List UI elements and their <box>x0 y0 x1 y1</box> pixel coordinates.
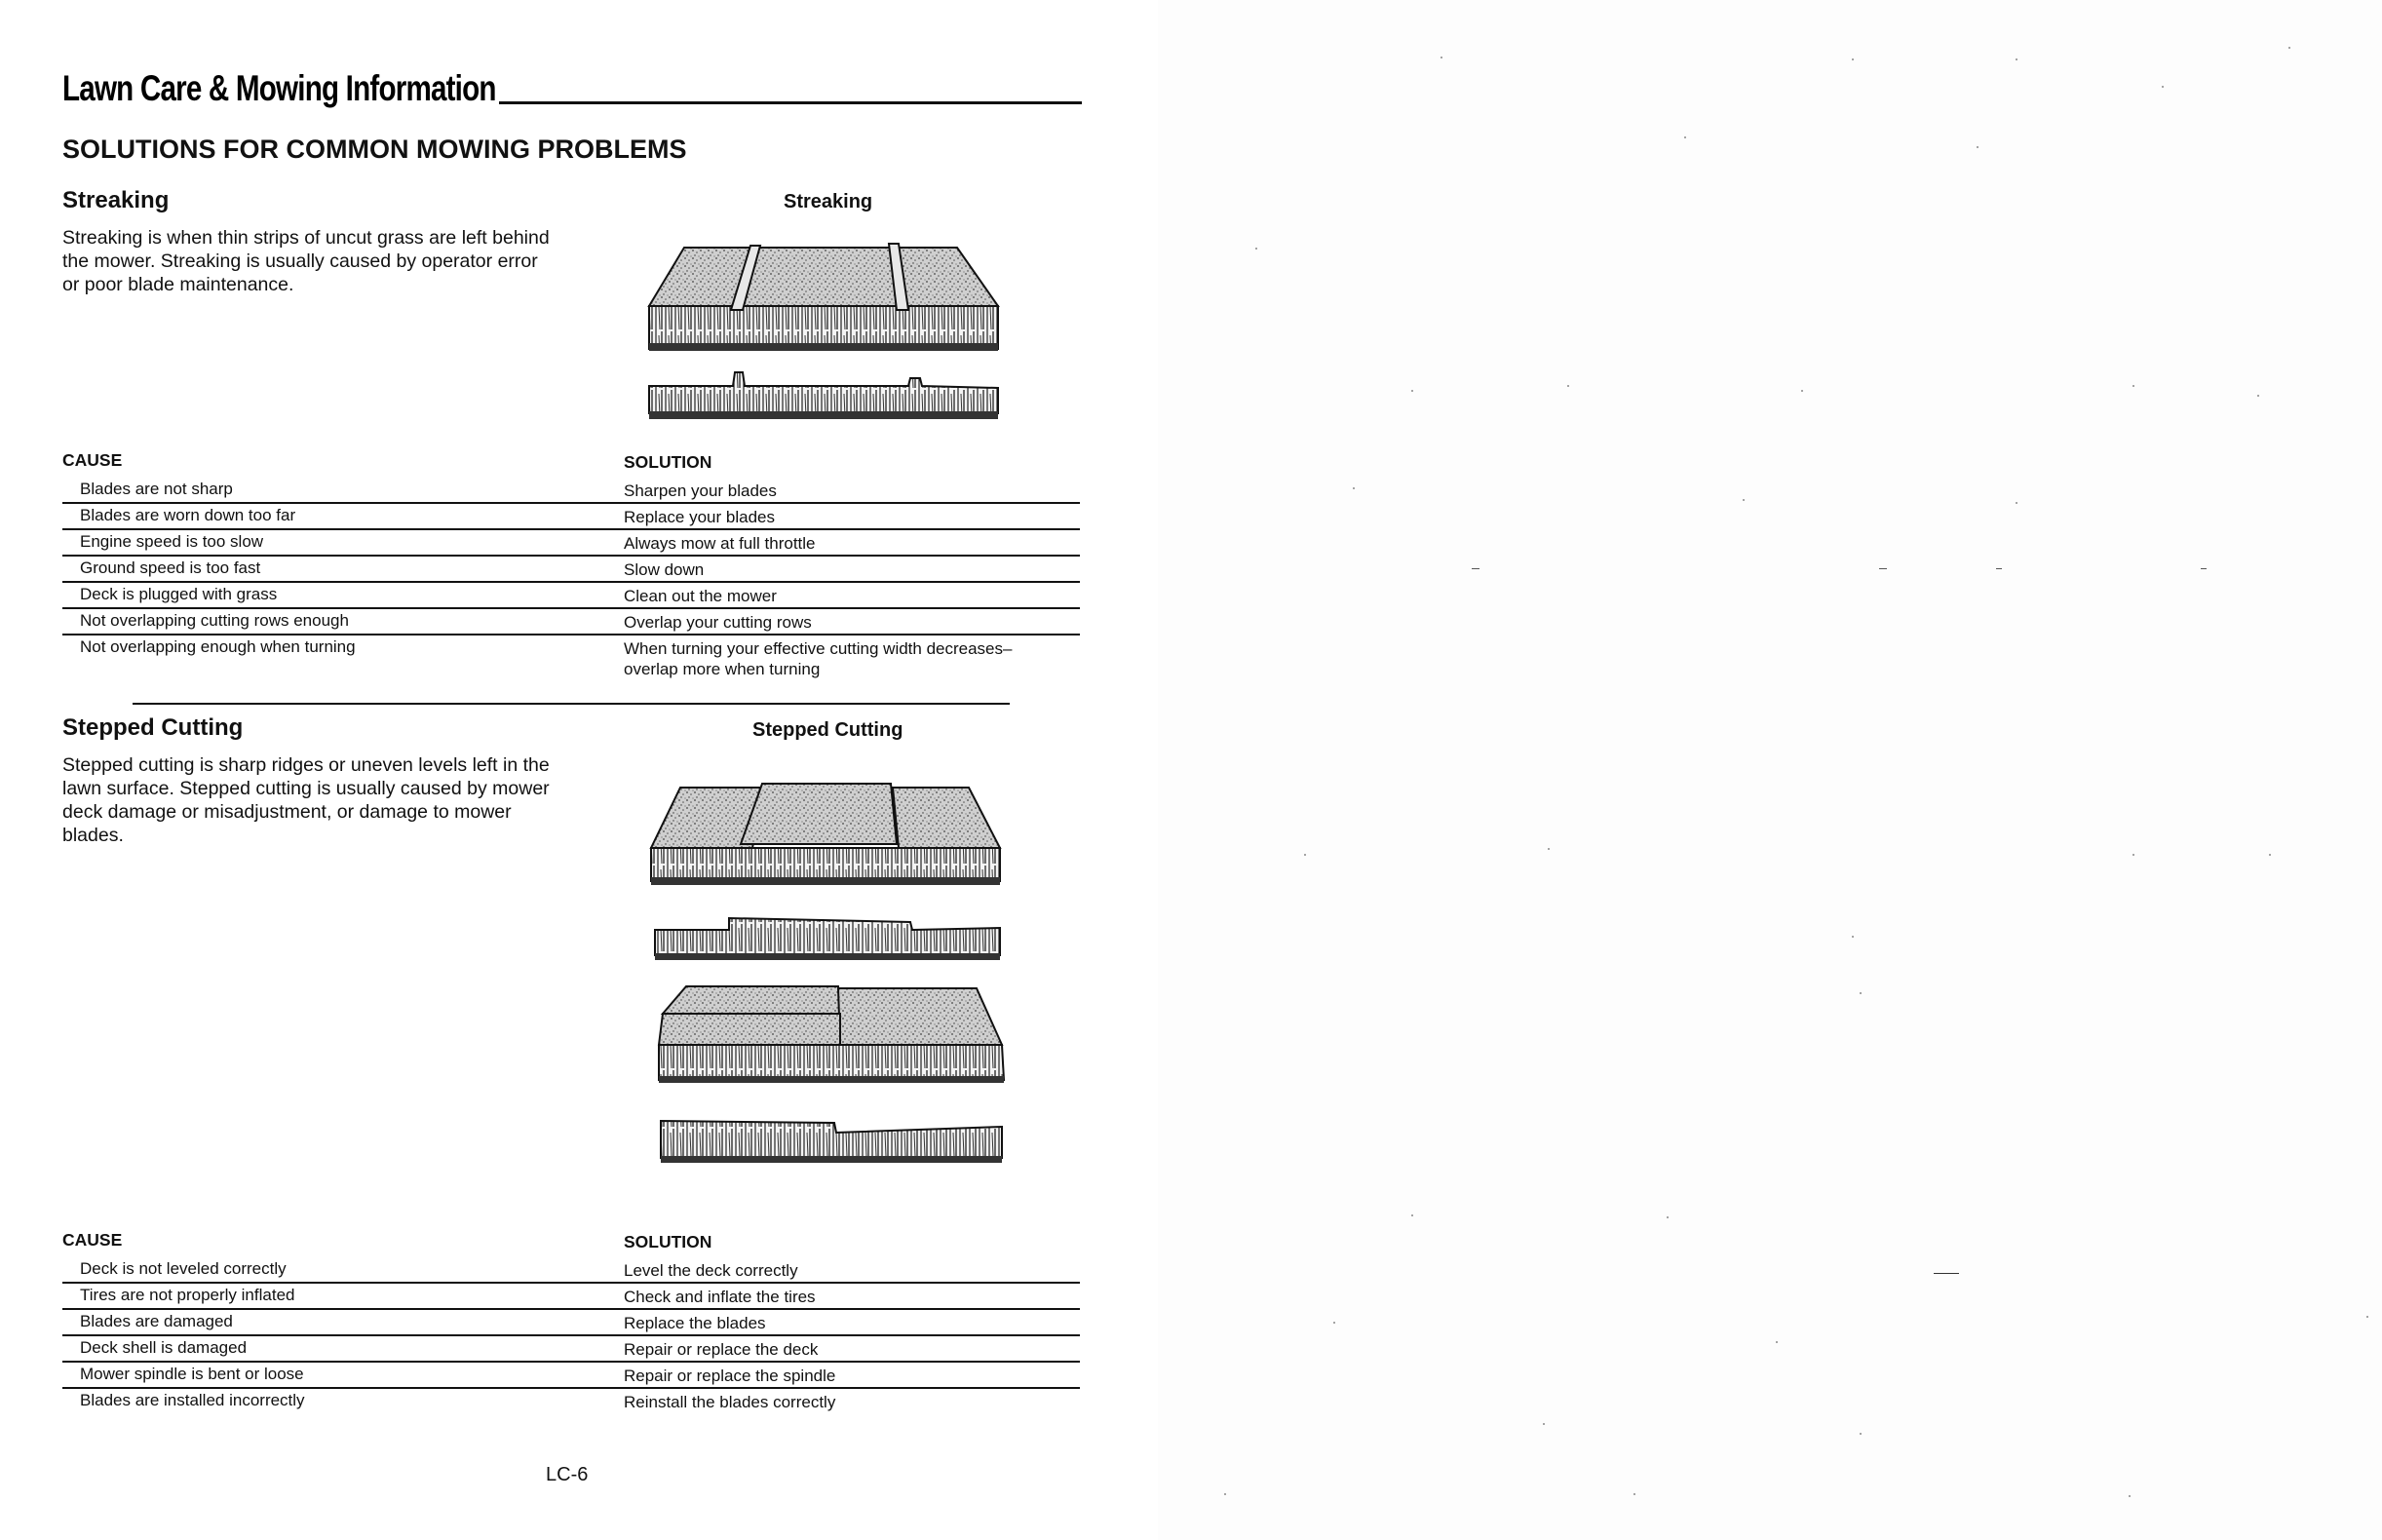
table-row <box>62 609 1080 635</box>
cause-cell: Not overlapping enough when turning <box>80 637 356 656</box>
cause-cell: Not overlapping cutting rows enough <box>80 611 349 630</box>
scan-speck <box>1353 487 1355 489</box>
table-row <box>62 530 1080 557</box>
stepped-heading: Stepped Cutting <box>62 714 244 741</box>
scan-speck <box>1543 1423 1545 1425</box>
scan-mark <box>1879 568 1887 569</box>
solution-cell: Always mow at full throttle <box>624 534 816 553</box>
solution-cell: Overlap your cutting rows <box>624 613 812 632</box>
scan-speck <box>1667 1216 1669 1218</box>
scan-speck <box>1411 390 1413 392</box>
scan-speck <box>2129 1495 2131 1497</box>
table-row <box>62 478 1080 504</box>
scan-mark <box>1472 568 1479 569</box>
table-row <box>62 1284 1080 1310</box>
solution-cell: Reinstall the blades correctly <box>624 1393 836 1411</box>
scan-speck <box>2269 854 2271 856</box>
scan-speck <box>1852 936 1854 938</box>
cause-cell: Mower spindle is bent or loose <box>80 1365 304 1383</box>
section-title: SOLUTIONS FOR COMMON MOWING PROBLEMS <box>62 135 687 164</box>
streaking-solution-header: SOLUTION <box>624 452 712 472</box>
scan-speck <box>1304 854 1306 856</box>
header-rule <box>499 101 1082 104</box>
cause-cell: Deck shell is damaged <box>80 1338 248 1357</box>
stepped-cause-header: CAUSE <box>62 1230 123 1250</box>
streaking-table <box>62 478 1080 676</box>
table-row <box>62 1336 1080 1363</box>
cause-cell: Tires are not properly inflated <box>80 1286 295 1304</box>
solution-cell: Slow down <box>624 560 705 579</box>
scan-speck <box>1411 1214 1413 1216</box>
scan-speck <box>2016 58 2017 60</box>
streaking-figure-title: Streaking <box>784 191 873 212</box>
table-row <box>62 1310 1080 1336</box>
solution-cell: Replace your blades <box>624 508 775 526</box>
table-row <box>62 583 1080 609</box>
cause-cell: Deck is not leveled correctly <box>80 1259 287 1278</box>
page-header <box>62 68 1082 107</box>
scan-speck <box>1977 146 1979 148</box>
scan-speck <box>1860 1433 1862 1435</box>
scan-mark <box>1934 1273 1959 1274</box>
solution-cell: Level the deck correctly <box>624 1261 798 1280</box>
cause-cell: Blades are not sharp <box>80 480 233 498</box>
scan-mark <box>2201 568 2207 569</box>
scan-speck <box>2132 385 2134 387</box>
table-row <box>62 1389 1080 1413</box>
solution-cell: When turning your effective cutting width decreases–overlap more when turning <box>624 639 1013 678</box>
cause-cell: Engine speed is too slow <box>80 532 264 551</box>
table-row <box>62 504 1080 530</box>
stepped-table <box>62 1257 1080 1413</box>
scan-speck <box>1333 1322 1335 1324</box>
table-row <box>62 1363 1080 1389</box>
scan-speck <box>2366 1316 2368 1318</box>
stepped-solution-header: SOLUTION <box>624 1232 712 1251</box>
cause-cell: Blades are damaged <box>80 1312 233 1330</box>
streaking-heading: Streaking <box>62 187 170 213</box>
header-title: Lawn Care & Mowing Information <box>62 68 496 108</box>
scan-speck <box>1801 390 1803 392</box>
streaking-cause-header: CAUSE <box>62 450 123 470</box>
scan-speck <box>2162 86 2164 88</box>
stepped-cutting-illustration <box>647 776 1023 1166</box>
streaking-description: Streaking is when thin strips of uncut grass are left behind the mower. Streaking is usually caused by operator error or poor blade maintenance. <box>62 227 550 295</box>
scan-speck <box>1776 1341 1778 1343</box>
scan-speck <box>1684 136 1686 138</box>
cause-cell: Blades are worn down too far <box>80 506 296 524</box>
table-row <box>62 635 1080 676</box>
scan-speck <box>1743 499 1745 501</box>
solution-cell: Replace the blades <box>624 1314 766 1332</box>
scan-speck <box>1633 1493 1635 1495</box>
scan-speck <box>2132 854 2134 856</box>
scan-speck <box>2288 47 2290 49</box>
cause-cell: Ground speed is too fast <box>80 558 261 577</box>
scan-speck <box>1441 57 1442 58</box>
page-number: LC-6 <box>546 1464 589 1485</box>
scan-speck <box>1548 848 1550 850</box>
section-divider <box>133 703 1010 705</box>
table-row <box>62 557 1080 583</box>
solution-cell: Clean out the mower <box>624 587 777 605</box>
scan-speck <box>1567 385 1569 387</box>
stepped-figure-title: Stepped Cutting <box>752 719 903 741</box>
stepped-description: Stepped cutting is sharp ridges or uneven levels left in the lawn surface. Stepped cutting is usually caused by mower deck damage or misadjustment, or damage to mower blades. <box>62 754 550 846</box>
cause-cell: Deck is plugged with grass <box>80 585 278 603</box>
scan-speck <box>2016 502 2017 504</box>
blank-facing-page <box>1158 0 2382 1540</box>
solution-cell: Repair or replace the deck <box>624 1340 819 1359</box>
solution-cell: Sharpen your blades <box>624 481 777 500</box>
table-row <box>62 1257 1080 1284</box>
cause-cell: Blades are installed incorrectly <box>80 1391 305 1409</box>
scan-speck <box>2257 395 2259 397</box>
scan-speck <box>1860 992 1862 994</box>
scan-speck <box>1852 58 1854 60</box>
streaking-illustration <box>645 242 1006 437</box>
scan-mark <box>1996 568 2002 569</box>
solution-cell: Check and inflate the tires <box>624 1288 816 1306</box>
scan-speck <box>1255 248 1257 250</box>
scan-speck <box>1224 1493 1226 1495</box>
solution-cell: Repair or replace the spindle <box>624 1367 836 1385</box>
